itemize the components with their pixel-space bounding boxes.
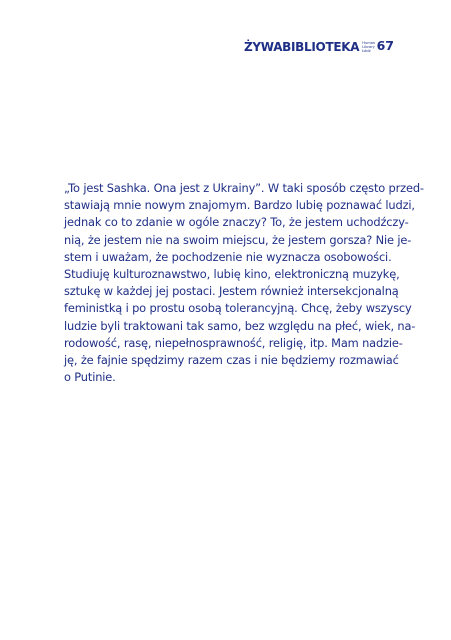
paragraph-line: nią, że jestem nie na swoim miejscu, że jestem gorsza? Nie je- — [64, 232, 412, 247]
page-header — [244, 35, 394, 61]
paragraph-line: jednak co to zdanie w ogóle znaczy? To, że jestem uchodźczy- — [64, 215, 409, 230]
paragraph-line: stawiają mnie nowym znajomym. Bardzo lubię poznawać ludzi, — [64, 198, 415, 213]
body-paragraph — [64, 180, 424, 386]
page-number: 67 — [376, 38, 394, 53]
paragraph-line: ję, że fajnie spędzimy razem czas i nie będziemy rozmawiać — [64, 352, 399, 367]
logo-tagline-line: Łódź — [362, 49, 371, 53]
paragraph-line: Studiuję kulturoznawstwo, lubię kino, elektroniczną muzykę, — [64, 266, 400, 281]
paragraph-line: feministką i po prostu osobą tolerancyjną. Chcę, żeby wszyscy — [64, 301, 412, 316]
paragraph-line: stem i uważam, że pochodzenie nie wyznacza osobowości. — [64, 249, 392, 264]
paragraph-line: o Putinie. — [64, 370, 116, 385]
paragraph-line: ludzie byli traktowani tak samo, bez względu na płeć, wiek, na- — [64, 318, 416, 333]
paragraph-line: sztukę w każdej jej postaci. Jestem również intersekcjonalną — [64, 284, 399, 299]
paragraph-line: „To jest Sashka. Ona jest z Ukrainy”. W taki sposób często przed- — [64, 181, 424, 195]
zywa-biblioteka-logo — [244, 35, 375, 59]
logo-tagline — [362, 39, 375, 55]
paragraph-line: rodowość, rasę, niepełnosprawność, religię, itp. Mam nadzie- — [64, 335, 403, 350]
logo-tagline-line: Human — [362, 41, 376, 45]
logo-tagline-line: Library — [362, 45, 375, 49]
logo-wordmark: ŻYWABIBLIOTEKA — [244, 40, 360, 54]
